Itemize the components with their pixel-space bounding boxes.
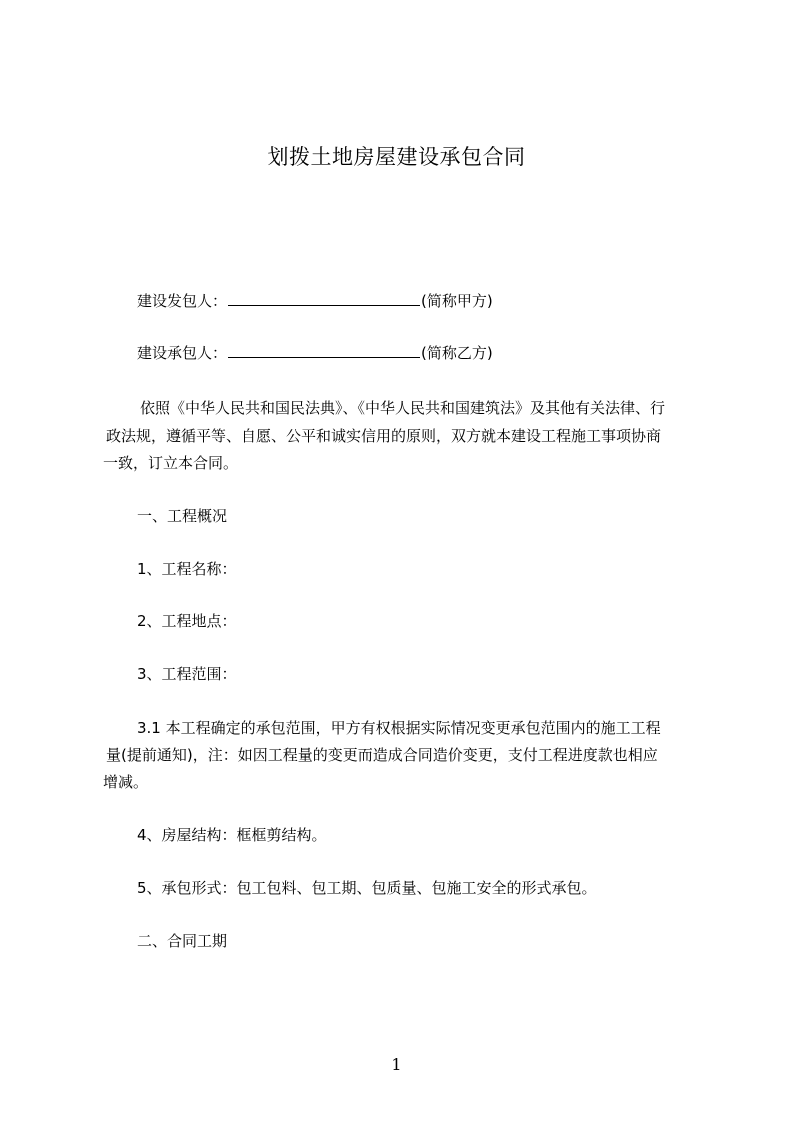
item-project-scope: 3、工程范围： bbox=[137, 665, 237, 683]
item-contract-form: 5、承包形式：包工包料、包工期、包质量、包施工安全的形式承包。 bbox=[137, 879, 597, 897]
document-title: 划拨土地房屋建设承包合同 bbox=[267, 145, 526, 169]
party-a-blank bbox=[228, 291, 420, 306]
section2-heading: 二、合同工期 bbox=[137, 932, 228, 950]
intro-line-3: 一致，订立本合同。 bbox=[103, 454, 239, 472]
intro-line-1: 依照《中华人民共和国民法典》、《中华人民共和国建筑法》及其他有关法律、行 bbox=[140, 399, 666, 417]
party-b-label: 建设承包人： bbox=[137, 344, 228, 362]
item-project-name: 1、工程名称： bbox=[137, 560, 237, 578]
page-number: 1 bbox=[391, 1055, 402, 1074]
party-a-label: 建设发包人： bbox=[137, 292, 228, 310]
section1-heading: 一、工程概况 bbox=[137, 507, 228, 525]
party-b-line bbox=[137, 342, 493, 364]
item-structure: 4、房屋结构：框框剪结构。 bbox=[137, 826, 327, 844]
party-b-blank bbox=[228, 343, 420, 358]
party-b-suffix: (简称乙方) bbox=[421, 344, 493, 362]
scope-detail-line-3: 增减。 bbox=[103, 773, 149, 791]
party-a-suffix: (简称甲方) bbox=[421, 292, 493, 310]
item-project-location: 2、工程地点： bbox=[137, 612, 237, 630]
intro-line-2: 政法规，遵循平等、自愿、公平和诚实信用的原则，双方就本建设工程施工事项协商 bbox=[106, 427, 662, 445]
party-a-line bbox=[137, 290, 493, 312]
scope-detail-line-2: 量(提前通知)，注：如因工程量的变更而造成合同造价变更，支付工程进度款也相应 bbox=[106, 746, 658, 764]
scope-detail-line-1: 3.1 本工程确定的承包范围，甲方有权根据实际情况变更承包范围内的施工工程 bbox=[137, 719, 661, 737]
